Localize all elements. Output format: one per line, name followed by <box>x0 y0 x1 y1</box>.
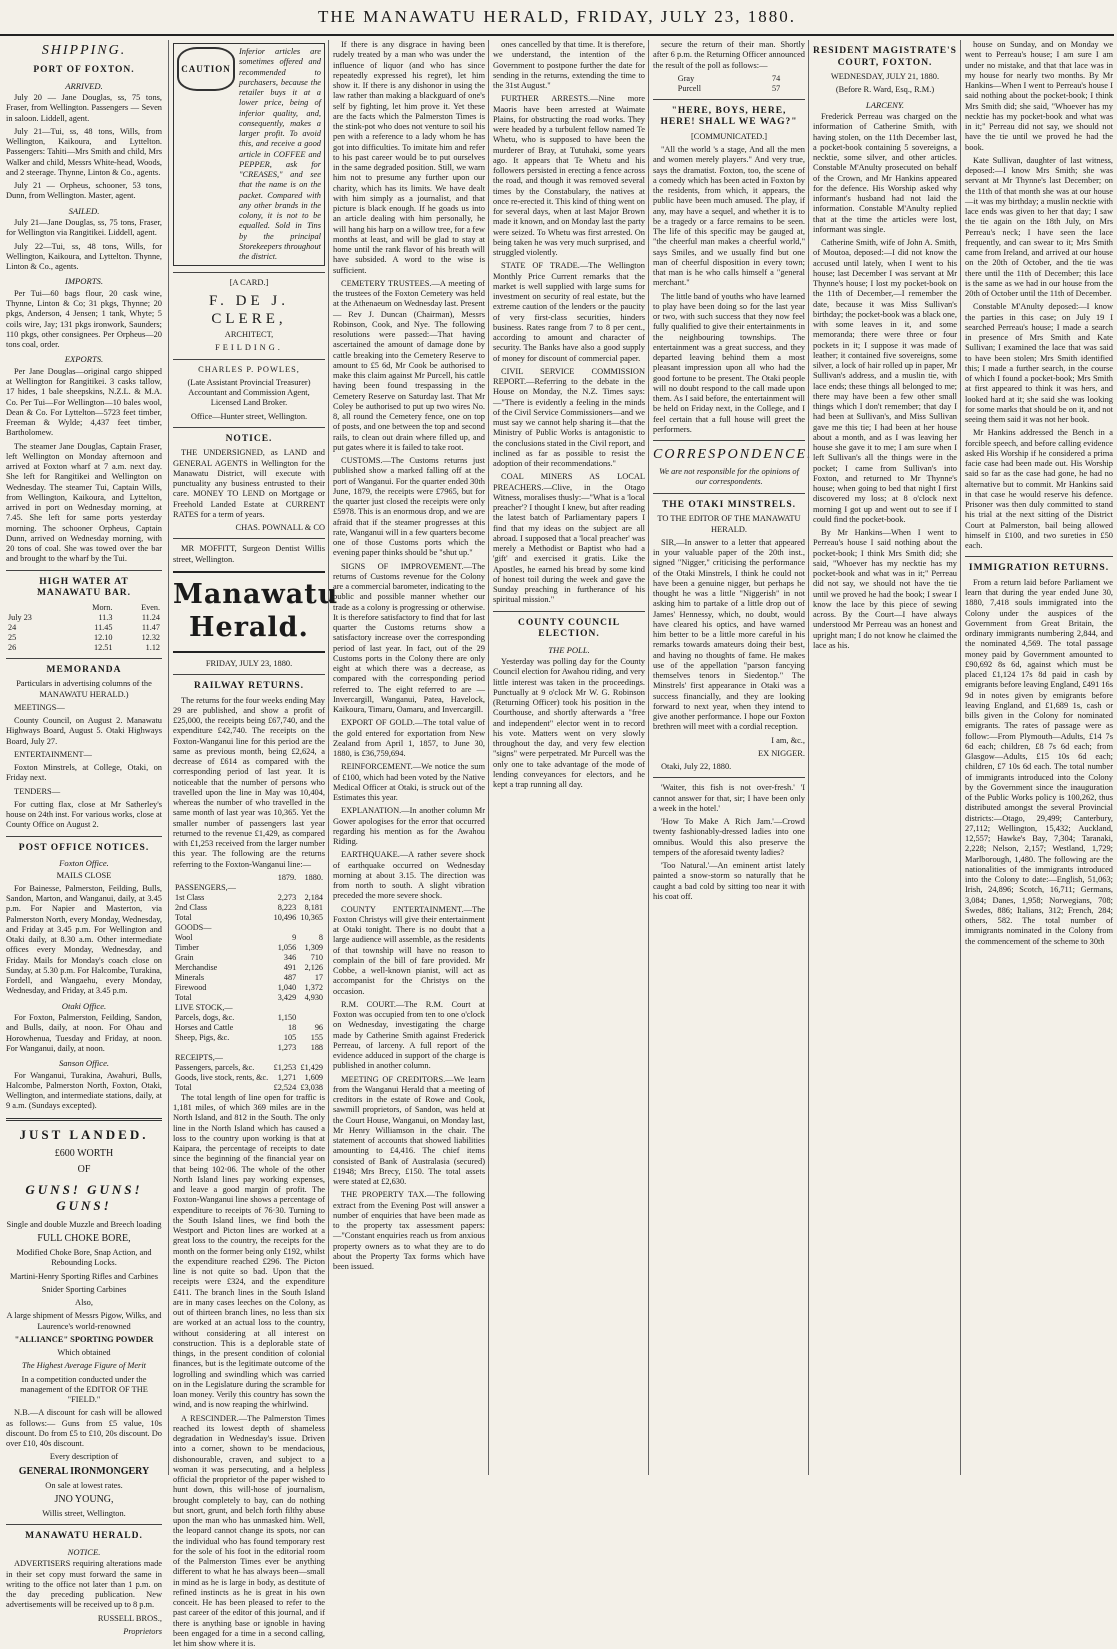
row-label: Merchandise <box>175 962 218 972</box>
coal-miners-paragraph: COAL MINERS AS LOCAL PREACHERS.—Clive, in the Otago Witness, moralises thusly:—"What is a 'local preacher'? I thought I knew, but after reading the latest batch of Parliamentary papers I find that my ideas on the subject are all abroad. I supposed that a 'local preacher' was merely a Methodist or Baptist who had a 'gift' and exercised it gratis. Like the Apostles, he earned his bread by some kind of honest toil during the week and gave the Sunday preaching in furtherance of his spiritual mission." <box>493 472 645 605</box>
ad-line: Which obtained <box>57 1348 111 1357</box>
day: 25 <box>8 632 17 642</box>
value: £1,253 <box>273 1062 297 1072</box>
poll-subheading: THE POLL. <box>548 644 590 655</box>
value: 1,309 <box>304 942 323 952</box>
minstrels-letter: SIR,—In answer to a letter that appeared in your valuable paper of the 20th inst., signed "Nigger," criticising the performance of the Otaki Minstrels, I think he could not have been a genuine nigger, but perhaps he thought he was a little "Niggerish" in not asking him to partake of a little drop out of James' Hennessy, which, no doubt, would have cleared his optics, and have warned him better to be a little more careful in his remarks towards amateurs doing their best, and having no thoughts of fame. He makes use of the appellation "parson fancying themselves tenors in Siedentop." The Minstrels' first appearance in Otaki was a success financially, and they are looking forward to next year, when they intend to give another performance. I hope our Foxton brethren will meet with a cordial reception. <box>653 537 805 732</box>
value: 105 <box>283 1032 297 1042</box>
table-row <box>6 623 162 633</box>
row-label: Total <box>175 992 192 1002</box>
column-7 <box>960 40 1117 1475</box>
masthead-title: THE MANAWATU HERALD, FRIDAY, JULY 23, 1880. <box>317 7 797 26</box>
row-label: Total <box>175 912 192 922</box>
shipping-heading: SHIPPING. <box>41 43 127 58</box>
table-row <box>173 933 325 943</box>
poem-heading: "HERE, BOYS, HERE, HERE! SHALL WE WAG?" <box>660 105 798 128</box>
divider <box>6 1118 162 1121</box>
table-row <box>173 963 325 973</box>
notice-text: ADVERTISERS requiring alterations made in their set copy must forward the same in writing to the office not later than 1 p.m. on the day preceding publication. New advertisements will be received up to 8 p.m. <box>6 1559 162 1610</box>
ad-line: OF <box>77 1163 91 1175</box>
column-2 <box>168 40 339 1649</box>
table-row <box>173 993 325 1003</box>
value: 491 <box>283 962 297 972</box>
ironmongery: GENERAL IRONMONGERY <box>18 1465 150 1477</box>
divider <box>173 538 325 539</box>
value: 1,040 <box>277 982 297 992</box>
row-label: Wool <box>175 932 193 942</box>
table-row <box>173 913 325 923</box>
row-label: 1st Class <box>175 892 205 902</box>
row-label <box>173 1043 271 1053</box>
even: 11.47 <box>141 622 160 632</box>
table-row <box>676 74 782 84</box>
table-row <box>173 1013 325 1023</box>
notice-label: NOTICE. <box>67 1546 101 1557</box>
court-paragraph: Kate Sullivan, daughter of last witness, deposed:—I know Mrs Smith; she was servant at Mr Thynne's last December; on the 11th of that month she was at our house—it was my birthday; a muslin necktie with lace ends was given to her that day; I saw the tie again on the 18th July, on Mrs Perreau's neck; I have seen the lace frequently, and can swear to it; Mrs Smith came from Ireland, and arrived at our house on the 20th of October, and the tie was there until the 11th of December; this lace is the same as we had in our house from the 20th of October until the 11th of December. <box>965 155 1113 298</box>
port-heading: PORT OF FOXTON. <box>33 65 135 76</box>
ad-line: Single and double Muzzle and Breech loading <box>6 1219 162 1229</box>
divider <box>653 440 805 441</box>
value: 8 <box>318 932 323 942</box>
poll-paragraph: Yesterday was polling day for the County Council election for Awahou riding, and very little interest was taken in the proceedings. Punctually at 9 o'clock Mr W. G. Robinson (Returning Officer) took his position in the Courthouse, and shortly afterwards a "free and independent" elector went in to record his vote. Matters went on very slowly throughout the day, and very few election "signs" were perpetrated. Mr Purcell was the only one to take advantage of the mode of lending conveyances for electors, and he kept a trap running all day. <box>493 657 645 790</box>
table-row <box>173 1073 325 1083</box>
morn: 11.45 <box>94 622 113 632</box>
explanation-paragraph: EXPLANATION.—In another column Mr Gower apologises for the error that occurred regarding his mention as for the Awahou Riding. <box>333 806 485 846</box>
arrival-entry: July 21—Tui, ss, 48 tons, Wills, from Wellington, Kaikoura, and Lyttelton. Passengers: Tahiti—Mrs Smith and child, Mrs Walker and child, Messrs White-head, Woods, and 2 steerage. Thynne, Linton & Co., agents. <box>6 126 162 177</box>
exports-label: EXPORTS. <box>64 354 104 365</box>
divider <box>6 836 162 837</box>
letter-signature: EX NIGGER. <box>758 748 805 758</box>
candidate: Purcell <box>677 83 701 93</box>
shipping-notes: The steamer Jane Douglas, Captain Fraser, left Wellington on Monday afternoon and arrived at Foxton wharf at 7 a.m. next day. She left for Rangitikei and Wellington on Wednesday. The steamer Tui, Captain Wills, from Wellington, Kaikoura, and Lyttelton, arrived in port on Wednesday morning, at 7.45. She left for same ports yesterday morning. The schooner Orpheus, Captain Dunn, arrived on Wednesday morning, with 20 tons of coal. She was towed over the bar and brought to the wharf by the Tui. <box>6 441 162 564</box>
otaki-office: Otaki Office. <box>61 1000 107 1011</box>
ad-line: Martini-Henry Sporting Rifles and Carbines <box>10 1271 158 1281</box>
notice-body: THE UNDERSIGNED, as LAND and GENERAL AGENTS in Wellington for the Manawatu District, will execute with punctuality any business entrusted to their care. MONEY TO LEND on Mortgage or Freehold Landed Estate at CURRENT RATES for a term of years. <box>173 448 325 519</box>
votes: 74 <box>772 73 781 83</box>
otaki-mails: For Foxton, Palmerston, Feilding, Sandon, and Bulls, daily, at noon. For Ohau and Horowhenua, Tuesday and Friday, at noon. For Wanganui, daily, at noon. <box>6 1013 162 1053</box>
powles-office: Office—Hunter street, Wellington. <box>190 411 308 421</box>
meetings-text: County Council, on August 2. Manawatu Highways Board, August 5. Otaki Highways Board, July 27. <box>6 716 162 746</box>
row-label: Sheep, Pigs, &c. <box>175 1032 230 1042</box>
row-label: Horses and Cattle <box>175 1022 234 1032</box>
value: 4,930 <box>304 992 323 1002</box>
row-label: Minerals <box>175 972 205 982</box>
exports-text: Per Jane Douglas—original cargo shipped at Wellington for Rangitikei. 3 casks tallow, 17 hides, 1 bale sheepskins, N.Z.L. & M.A. Co. Per Tui—For Wellington—10 bales wool, Dean & Co. For Lyttelton—5723 feet timber, Freeman & Wylde; 4,437 feet timber, Bartholomew. <box>6 366 162 438</box>
memoranda-intro: Particulars in advertising columns of the MANAWATU HERALD.) <box>16 679 152 699</box>
export-paragraph: EXPORT OF GOLD.—The total value of the gold entered for exportation from New Zealand from April 1, 1857, to June 30, 1880, is £36,759,694. <box>333 718 485 758</box>
earthquake-paragraph: EARTHQUAKE.—A rather severe shock of earthquake occurred on Wednesday morning at about 3.15. The direction was from north to south. A slight vibration preceded the more severe shock. <box>333 850 485 901</box>
notice-role: Proprietors <box>123 1626 162 1636</box>
post-office-heading: POST OFFICE NOTICES. <box>18 842 150 853</box>
cemetery-paragraph: CEMETERY TRUSTEES.—A meeting of the trustees of the Foxton Cemetery was held at the Athenaeum on Wednesday last. Present — Rev J. Duncan (Chairman), Messrs Robinson, Cook, and Nye. The following resolutions were passed:—That having ascertained the amount of damage done by cattle breaking into the Cemetery Reserve to amount to £5 6d, Mr Cook be authorised to make this claim against Mr Purcell, his cattle having been found trespassing in the Cemetery Reserve on Saturday last. That Mr Coley be authorised to put up two wires No. 8, all round the Cemetery fence, one on top of posts, and one between the top and second rails, to clean out drain where filled up, and put gates where it is failed to take root. <box>333 278 485 452</box>
divider <box>173 272 325 273</box>
group-label: PASSENGERS,— <box>175 882 236 892</box>
card-name: F. DE J. CLERE, <box>209 292 289 327</box>
value: 1,609 <box>304 1072 323 1082</box>
arrival-entry: July 20 — Jane Douglas, ss, 75 tons, Fraser, from Wellington. Passengers — Seven in saloon. Liddell, agent. <box>6 93 162 123</box>
morn: 12.51 <box>94 642 113 652</box>
railway-text: The total length of line open for traffic is 1,181 miles, of which 369 miles are in the North Island, and 812 in the South. The only line in the North Island which has caused a loss to the country upon working is that at Kaipara, the percentage of receipts to date since the beginning of the financial year on that being 102·06. The whole of the other North Island lines pay working expenses, and leave a good margin of profit. The Foxton-Wanganui line shows a percentage of expenditure to receipts of 76·30. Turning to the South Island lines, we find both the Westport and Picton lines are worked at a great loss to the country, the receipts for the month on the former being only £192, whilst the expenditure reached £296. The Picton line is not quite so bad. Upon that the receipts were £324, and the expenditure £411. The branch lines in the South Island are in many cases leeches on the Colony, as out of thirteen branch lines, no less than six are worked at an actual loss to the country, without considering at all interest on construction. This is a deplorable state of things, in the present condition of colonial finances, but is the legitimate outcome of the logrolling and swindling which was carried on in the Legislature during the scramble for loan money. Verily this country has sown the wind, and is now reaping the whirlwind. <box>173 1092 325 1410</box>
votes: 57 <box>772 83 781 93</box>
waiter-paragraph: 'Waiter, this fish is not over-fresh.' 'I cannot answer for that, sir; I have been only a week in the hotel.' <box>653 783 805 813</box>
sanson-mails: For Wanganui, Turakina, Awahuri, Bulls, Halcombe, Palmerston North, Foxton, Otaki, Wellington, and intermediate stations, daily, at 9 a.m. (Sundays excepted). <box>6 1070 162 1111</box>
col-1879: 1879. <box>277 872 297 882</box>
value: 8,223 <box>277 902 297 912</box>
discount-text: N.B.—A discount for cash will be allowed as follows:— Guns from £5 value, 10s discount. Do from £5 to £10, 20s discount. Do over £10, 40s discount. <box>6 1408 162 1448</box>
value: 1,056 <box>277 942 297 952</box>
high-water-table <box>6 603 162 653</box>
ad-line: Also, <box>75 1298 93 1307</box>
meetings-label: MEETINGS— <box>14 702 65 712</box>
divider <box>653 99 805 100</box>
ad-line: Modified Choke Bore, Snap Action, and Rebounding Locks. <box>16 1248 152 1268</box>
court-paragraph: Mr Hankins addressed the Bench in a forcible speech, and before calling evidence asked His Worship if he considered a prima facie case had been made out. His Worship said so far as the case had gone, he had no alternative but to commit. Mr Hankins said in that case he would reserve his defence. Prisoner was then duly committed to stand his trial at the next sitting of the District Court at Palmerston, bail being allowed himself in £100, and two sureties in £50 each. <box>965 428 1113 550</box>
value: 96 <box>314 1022 323 1032</box>
customs-paragraph: CUSTOMS.—The Customs returns just published show a marked falling off at the port of Wanganui. For the quarter ended 30th June, 1879, the receipts were £7965, but for the quarter just closed the receipts were only £5978. This is an enormous drop, and we are afraid that if the steamer progresses at this rate, Wanganui will in a few quarters become one of those Customs ports which the evening paper thinks should be "shut up." <box>333 456 485 558</box>
communicated-label: [COMMUNICATED.] <box>690 131 768 141</box>
table-row <box>173 1023 325 1033</box>
court-paragraph: house on Sunday, and on Monday we went to Perreau's house; I am sure I am under no mistake, and that that lace was in my house for nearly two months. By Mr Hankins—When I went to Perreau's house I said nothing about the pocket-book; I think Mrs Smith did; she said, "Whoever has my necktie has my pocket-book and what was in it;" Perreau did not say, we should not have the tie until we proved he had the book. <box>965 40 1113 152</box>
value: 3,429 <box>277 992 297 1002</box>
morn: 12.10 <box>94 632 113 642</box>
ad-line: £600 WORTH <box>54 1148 114 1160</box>
reinforcement-paragraph: REINFORCEMENT.—We notice the sum of £100, which had been voted by the Native Medical Officer at Otaki, is struck out of the Estimates this year. <box>333 762 485 802</box>
further-arrests-paragraph: FURTHER ARRESTS.—Nine more Maoris have been arrested at Waimate Plains, for obstructing the road works. They were headed by a turbulent fellow named Te Whetu, who is supposed to have been the murderer of Bray, at Tutuhaki, some years ago. It appears that Te Whetu and his followers persisted in erecting a fence across the road, and though it was removed several times by the Constabulary, the natives at once re-erected it. This kind of thing went on for several days, when at last Major Brown made it known, and on Monday last the party were seized. To Whetu was first arrested. On being taken he was very much surprised, and struggled violently. <box>493 94 645 257</box>
arrival-entry: July 21 — Orpheus, schooner, 53 tons, Dunn, from Wellington. Master, agent. <box>6 181 162 201</box>
railway-table <box>173 873 325 1093</box>
article-continued: If there is any disgrace in having been rudely treated by a man who was under the influence of liquor (and who has since repeatedly expressed his regret), let him show it. If there is any dishonor in using the law rather than making a blackguard of one's self by fighting, let him prove it. Yet these are the facts which the Palmerston Times is the stink-pot who does not venture to soil his pen with a reference to a lady whom he has got into difficulties. To imitate him and refer to his past career would be to put ourselves in the same degraded position. Still, we warn him not to presume any further upon our charity, which has its limits. We have dealt with him simply as a journalist, and that picture is black enough. If he goads us into an article dealing with him personally, he will hang his harp on a willow tree, for a few months at least, and will be glad to stay at home until the rank flavor of his breath will have subsided. A word to the wise is sufficient. <box>333 40 485 275</box>
table-row <box>173 1083 325 1093</box>
ad-line: The Highest Average Figure of Merit <box>22 1361 146 1371</box>
value: 17 <box>314 972 323 982</box>
masthead <box>0 0 1114 36</box>
election-heading: COUNTY COUNCIL ELECTION. <box>517 617 621 640</box>
imports-label: IMPORTS. <box>65 276 103 287</box>
card-label: [A CARD.] <box>229 278 269 288</box>
value: 8,181 <box>304 902 323 912</box>
caution-ad <box>173 43 325 266</box>
foxton-office: Foxton Office. <box>59 858 109 869</box>
herald-heading: MANAWATU HERALD. <box>25 1531 143 1542</box>
letter-signoff: I am, &c., <box>771 735 805 745</box>
guns-heading: GUNS! GUNS! GUNS! <box>25 1181 143 1213</box>
divider <box>653 777 805 778</box>
column-3 <box>328 40 489 1475</box>
ad-line: In a competition conducted under the management of the EDITOR OF THE "FIELD." <box>20 1374 148 1404</box>
correspondence-heading: CORRESPONDENCE. <box>653 447 813 463</box>
court-before: (Before R. Ward, Esq., R.M.) <box>835 85 935 95</box>
value: 346 <box>283 952 297 962</box>
col-morn: Morn. <box>92 602 113 612</box>
story-paragraph: The little band of youths who have learned to play have been doing so for the last year or two, with such success that they now feel fully qualified to give their entertainments in the neighbouring townships. The entertainment was a great success, and they departed leaving behind them a most pleasant impression upon all who had the good fortune to be present. The Otaki people will no doubt respond to the call made upon them. As I said before, the entertainment will be held on Friday next, in the College, and I feel certain that a full house will greet the performers. <box>653 291 805 434</box>
rm-court-paragraph: R.M. COURT.—The R.M. Court at Foxton was occupied from ten to one o'clock on Wednesday, investigating the charge made by Catherine Smith against Frederick Perreau, of larceny. A full report of the evidence adduced in support of the charge is published in another column. <box>333 999 485 1071</box>
row-label: Goods, live stock, rents, &c. <box>175 1072 269 1082</box>
court-paragraph: Frederick Perreau was charged on the information of Catherine Smith, with having stolen, on the 11th December last, a pocket-book containing 5 sovereigns, a necktie, some silver, and other articles. Constable M'Anulty prosecuted on behalf of the Crown, and Mr Hankins appeared for the defence. His Worship asked why informant's husband had not laid the information. Constable M'Anulty replied that at the time the articles were lost, informant was single. <box>813 112 957 234</box>
entertainment-text: Foxton Minstrels, at College, Otaki, on Friday next. <box>6 763 162 783</box>
divider <box>965 556 1113 557</box>
column-5 <box>648 40 813 1475</box>
sanson-office: Sanson Office. <box>58 1058 110 1069</box>
powles-desc: (Late Assistant Provincial Treasurer) Accountant and Commission Agent, Licensed Land Broker. <box>187 377 311 408</box>
col-1880: 1880. <box>304 872 323 882</box>
notice-signature: CHAS. POWNALL & CO <box>235 523 325 533</box>
poll-results <box>676 74 782 94</box>
signs-paragraph: SIGNS OF IMPROVEMENT.—The returns of Customs revenue for the Colony are a commercial barometer, indicating to the public and possible manner whether our trade as a colony is progressing or otherwise. It is therefore satisfactory to find that for last quarter the Customs returns show a satisfactory increase over the corresponding period of last year. In fact, out of the 29 Customs ports in the Colony there are only eight at which there was a decrease, as compared with the corresponding period referred to. The eight referred to are — Invercargill, Wanganui, Patea, Havelock, Kaikoura, Timaru, Oamaru, and Invercargill. <box>333 561 485 714</box>
card-role: ARCHITECT, <box>224 330 274 340</box>
table-row <box>173 983 325 993</box>
column-1 <box>6 40 166 1636</box>
value <box>298 1013 325 1023</box>
value: £2,524 <box>273 1082 297 1092</box>
court-heading: RESIDENT MAGISTRATE'S COURT, FOXTON. <box>813 46 957 68</box>
natural-paragraph: 'Too Natural.'—An eminent artist lately painted a snow-storm so naturally that he caught a bad cold by sitting too near it with his coat off. <box>653 861 805 901</box>
ad-line: Every description of <box>49 1452 119 1462</box>
group-label: RECEIPTS,— <box>175 1052 223 1062</box>
day: 24 <box>8 622 17 632</box>
row-label: Passengers, parcels, &c. <box>175 1062 255 1072</box>
memoranda-heading: MEMORANDA <box>46 664 122 675</box>
mails-close: MAILS CLOSE <box>56 870 112 880</box>
row-label: Grain <box>175 952 194 962</box>
article-continued: ones cancelled by that time. It is therefore, we understand, the intention of the Government to postpone further the date for sending in the returns, extending the time to the 31st August." <box>493 40 645 90</box>
divider <box>6 570 162 571</box>
table-row <box>173 903 325 913</box>
row-label: Total <box>175 1082 192 1092</box>
court-paragraph: Catherine Smith, wife of John A. Smith, of Moutoa, deposed:—I did not know the accused until lately, when I went to his house; last December I was servant at Mr Thynne's house; I lost my pocket-book on the 11th of December,—I remember the date, because it was Miss Sullivan's birthday; the pocket-book was a black one, with some leaves in it, and some memoranda; there were three or four pockets in it; I suppose it was made of leather; it contained five sovereigns, some silver, a lock of hair rolled up in paper, Mr Sullivan's address, and a muslin tie, with lace ends; these things all belonged to me; there may have been a few other small things which I don't remember; that day I had been at Sullivan's, and Miss Sullivan gave me this tie; I had been at her house about a month, and as I was leaving her house she gave it to me; I am sure when I left Sullivan's all the things were in the pocket; I came from Sullivan's into Foxton, and returned to Mr Thynne's house; when going to bed that night I first discovered my loss; at 8 o'clock next morning I got up and went out to see if I could find the pocket-book. <box>813 238 957 524</box>
immigration-paragraph: From a return laid before Parliament we learn that during the year ended June 30, 1880, 7,418 souls immigrated into the Colony under the auspices of the Government from Great Britain, the ordinary immigrants numbering 2,844, and the nominated 4,569. The total passage money paid by Government amounted to £90,692 8s 6d, against which must be placed £1,124 17s 8d paid in cash by emigrants before leaving England, £491 16s 9d in notes given by emigrants before leaving England, and £1,689 1s, cash or bills given in the Colony for nominated emigrants. The rates of passage were as follow:—From Plymouth—Adults, £14 7s 6d each; children, £8 7s 6d each; from Glasgow—Adults, £15 10s 6d each; children, £7 10s 6d each. The total number of immigrants introduced into the Colony by the Government since the inauguration of the Public Works policy is 100,262, thus distributed amongst the several Provincial districts:—Otago, 29,499; Canterbury, 27,112; Wellington, 15,432; Auckland, 12,557; Hawke's Bay, 7,304; Taranaki, 2,228; Nelson, 2,157; Westland, 1,729; Marlborough, 1,480. The following are the nationalities of the immigrants introduced into the Colony to date:—English, 51,063; Irish, 24,896; Scotch, 16,711; Germans, 3,084; Danes, 1,958; Norwegians, 708; Swedes, 886; Italians, 312; French, 284; others, 582. The total number of immigrants nominated in the Colony from the commencement of the scheme to 30th <box>965 577 1113 946</box>
sailed-entry: July 21—Jane Douglas, ss, 75 tons, Fraser, for Wellington via Rangitikei. Liddell, agent. <box>6 218 162 238</box>
notice-signature: RUSSELL BROS., <box>97 1613 162 1623</box>
row-label: Parcels, dogs, &c. <box>175 1012 235 1022</box>
meeting-paragraph: MEETING OF CREDITORS.—We learn from the Wanganui Herald that a meeting of creditors in the estate of Rowe and Cook, sawmill proprietors, of Sandon, was held at the Court House, Wanganui, on Monday last, Mr Henry Williamson in the chair. The statement of accounts that showed liabilities amounting to £4,416. The chief items consisted of Bank of Australasia (secured) £1948; Mrs Brecy, £150. The total assets were stated at £2,630. <box>333 1074 485 1186</box>
ad-line: Snider Sporting Carbines <box>41 1284 127 1294</box>
value: £3,038 <box>300 1082 323 1092</box>
poem-paragraph: "All the world 's a stage, And all the men and women merely players." And very true, says the dramatist. Foxton, too, the scene of a comedy which has been acted in Foxton by the residents, from which, it appears, the public have been much amused. The play, if any, may have a sequel, and whether it is to be a tragedy or a farce remains to be seen. The life of this specific may be gauged at, "the cheerful man makes a cheerful world," says Smiles, and we usually find but one man of cheerful disposition in every town; that man is he who calls himself a "general merchant." <box>653 145 805 288</box>
even: 11.24 <box>141 612 160 622</box>
entertainment-label: ENTERTAINMENT— <box>14 749 92 759</box>
ad-name: JNO YOUNG, <box>54 1493 114 1505</box>
moffitt-ad: MR MOFFITT, Surgeon Dentist Willis street, Wellington. <box>173 544 325 564</box>
card-place: FEILDING. <box>215 343 283 353</box>
value: 188 <box>310 1042 323 1052</box>
value: 1,150 <box>277 1012 297 1022</box>
court-date: WEDNESDAY, JULY 21, 1880. <box>830 72 940 82</box>
table-row <box>173 973 325 983</box>
column-4 <box>488 40 649 1475</box>
notice-heading: NOTICE. <box>225 433 273 444</box>
caution-mark-label: CAUTION <box>181 63 231 74</box>
even: 1.12 <box>145 642 160 652</box>
divider <box>6 658 162 659</box>
court-paragraph: By Mr Hankins—When I went to Perreau's house I said nothing about the pocket-book; I think Mrs Smith did; she said, "Whoever has my necktie has my pocket-book and what was in it;" Perreau did not say, we should not have the tie until we proved he had the book; I swear I know the lace by this piece of sewing across. By the Court—I have always understood Mr Perreau was an honest and upright man; I do not know he claimed the lace as his. <box>813 528 957 650</box>
arrived-label: ARRIVED. <box>65 80 103 91</box>
state-of-trade-paragraph: STATE OF TRADE.—The Wellington Monthly Price Current remarks that the market is well supplied with large sums for investment on security of real estate, but the extreme caution of the lenders or the paucity of very first-class securities, hinders business. Rates range from 7 to 8 per cent., according to amount and character of security. The Banks have also a good supply of money for discount of commercial paper. <box>493 261 645 363</box>
civil-service-paragraph: CIVIL SERVICE COMMISSION REPORT.—Referring to the debate in the House on Monday, the N.Z. Times says:—"There is evidently a feeling in the minds of the Civil Service Commissioners—and we must say we cannot help sharing it—that the Ministry of Public Works is antagonistic to the conclusions stated in the Civil report, and inclined as far as possible to resist the adoption of their recommendations." <box>493 366 645 468</box>
ad-line: A large shipment of Messrs Pigow, Wilks, and Laurence's world-renowned <box>6 1311 162 1331</box>
article-continued: secure the return of their man. Shortly after 6 p.m. the Returning Officer announced the result of the poll as follows:— <box>653 40 805 70</box>
value: 710 <box>310 952 323 962</box>
row-label: 2nd Class <box>175 902 208 912</box>
minstrels-heading: THE OTAKI MINSTRELS. <box>661 499 797 510</box>
divider <box>173 359 325 360</box>
value: 9 <box>292 932 297 942</box>
value: 2,273 <box>277 892 297 902</box>
value: 2,126 <box>304 962 323 972</box>
col-even: Even. <box>141 602 160 612</box>
immigration-heading: IMMIGRATION RETURNS. <box>968 563 1110 574</box>
value: 1,273 <box>277 1042 297 1052</box>
jam-paragraph: 'How To Make A Rich Jam.'—Crowd twenty fashionably-dressed ladies into one omnibus. Would this also preserve the tempers of the aforesaid twenty ladies? <box>653 817 805 857</box>
table-row <box>6 643 162 653</box>
rescinder-text: A RESCINDER.—The Palmerston Times reached its lowest depth of shameless degradation in Wednesday's issue. Driven into a corner, shown to be mendacious, dishonourable, craven, and subject to a woman it was persecuting, and a helpless official the proprietor of the paper wished to hunt down, this will-hose of journalism, brought completely to bay, can do nothing but snort, grunt, and belch forth filthy abuse upon the man who has unmasked him. Well, the leopard cannot change its spots, nor can the individual who has found temporary rest for the sole of his foot in the editorial room of the Palmerston Times ever be anything different to what he has always been—small in mind as he is large in body, as destitute of refined instincts as he is great in his own conceit. He has been pleased to refer to the past career of the editor of this journal, and if there is anything base or ignoble in having been engaged for a time in a second calling, let him show where it is. <box>173 1413 325 1649</box>
value: 155 <box>310 1032 323 1042</box>
tenders-text: For cutting flax, close at Mr Satherley's house on 24th inst. For various works, close at County Office on August 2. <box>6 799 162 830</box>
table-row <box>173 893 325 903</box>
group-label: LIVE STOCK,— <box>175 1002 233 1012</box>
candidate: Gray <box>677 73 695 83</box>
day: July 23 <box>8 612 32 622</box>
caution-text: Inferior articles are sometimes offered and recommended to purchasers, because the retailer buys it at a lower price, being of inferior quality, and, consequently, makes a larger profit. To avoid this, and receive a good article in COFFEE and PEPPER, ask for "CREASES," and see that the name is on the packet. Compared with any other brands in the colony, it is not to be equalled. Sold in Tins by the principal Storekeepers throughout the district. <box>239 47 321 261</box>
caution-seal-icon <box>177 47 235 91</box>
divider <box>493 611 645 612</box>
railway-intro: The returns for the four weeks ending May 29 are published, and show a profit of £25,000, the receipts being £67,740, and the expenditure £42,740. The receipts on the Foxton-Wanganui line for this period are the same as previous month, being £2,624, a decrease of £614 as compared with the corresponding period of last year. It is noticeable that the number of persons who travelled upon the line in May was 10,404, whereas the number of who travelled in the same month of last year was 10,365. Yet the smaller number of passengers last year returned to the revenue £1,429, as compared with £1,253 received from the larger number this year. The following are the returns referring to the Foxton-Wanganui line:— <box>173 695 325 869</box>
table-row <box>173 943 325 953</box>
even: 12.32 <box>141 632 160 642</box>
table-row <box>6 633 162 643</box>
table-row <box>173 1033 325 1043</box>
ad-street: Willis street, Wellington. <box>42 1509 126 1519</box>
table-row <box>676 84 782 94</box>
ad-line: On sale at lowest rates. <box>45 1480 123 1490</box>
letter-date: Otaki, July 22, 1880. <box>661 762 732 772</box>
minstrels-to: TO THE EDITOR OF THE MANAWATU HERALD. <box>657 514 801 534</box>
table-row <box>173 1063 325 1073</box>
larceny-label: LARCENY. <box>865 99 905 110</box>
tax-paragraph: THE PROPERTY TAX.—The following extract from the Evening Post will answer a number of enquiries that have been made as to the property tax assessment papers:—"Constant enquiries reach us from anxious property owners as to what they are to do about the Property Tax forms which have been issued. <box>333 1190 485 1271</box>
value: 10,365 <box>300 912 323 922</box>
divider <box>173 427 325 428</box>
table-row <box>173 953 325 963</box>
value: 2,184 <box>304 892 323 902</box>
ad-line: FULL CHOKE BORE, <box>37 1232 131 1244</box>
foxton-mails: For Bainesse, Palmerston, Feilding, Bulls, Sandon, Marton, and Wanganui, daily, at 3.45 p.m. For Napier and Masterton, via Palmerston North, every Monday, Wednesday, and Friday at 3.45 p.m. For Wellington and Otaki daily, at 8.30 a.m. Other intermediate offices every Monday, Wednesday, and Friday. Mails for Monday's coach close on Sunday, at 5.30 p.m. For Halcombe, Turakina, Fordell, and Wangaehu, every Monday, Wednesday, and Friday, at 3.45 p.m. <box>6 883 162 996</box>
value: 487 <box>283 972 297 982</box>
paper-date: FRIDAY, JULY 23, 1880. <box>205 658 293 668</box>
high-water-heading: HIGH WATER AT MANAWATU BAR. <box>36 576 132 599</box>
divider <box>6 1524 162 1525</box>
value: 10,496 <box>273 912 297 922</box>
powles-name: CHARLES P. POWLES, <box>198 364 300 374</box>
just-landed-heading: JUST LANDED. <box>19 1126 149 1142</box>
row-label: Timber <box>175 942 199 952</box>
day: 26 <box>8 642 17 652</box>
sailed-entry: July 22—Tui, ss, 48 tons, Wills, for Wellington, Kaikoura, and Lyttelton. Thynne, Linton & Co., agents. <box>6 241 162 272</box>
value: 18 <box>287 1022 297 1032</box>
ad-line: "ALLIANCE" SPORTING POWDER <box>14 1334 154 1344</box>
divider <box>653 493 805 494</box>
group-label: GOODS— <box>175 922 212 932</box>
railway-heading: RAILWAY RETURNS. <box>194 681 304 692</box>
column-6 <box>808 40 961 1475</box>
correspondence-note: We are not responsible for the opinions of our correspondents. <box>659 467 799 487</box>
court-paragraph: Constable M'Anulty deposed:—I know the parties in this case; on July 19 I searched Perreau's house; I made a search in presence of Mrs Smith and Kate Sullivan; I examined the lace that was said to have been stolen; Mrs Smith identified this; I made a further search, in the course of which I found a pocket-book; Mrs Smith at first appeared to think it was hers, and looked hard at it; she said she was looking for some marks that should be on it, and not seeing them said it was not her book. <box>965 302 1113 424</box>
row-label: Firewood <box>175 982 207 992</box>
county-paragraph: COUNTY ENTERTAINMENT.—The Foxton Christys will give their entertainment at Otaki tonight. There is no doubt that a large audience will assemble, as the residents of that township will have no reason to complain of the bill of fare provided. Mr Cobbe, a well-known pianist, will act as accompanist for the Christys on the occasion. <box>333 904 485 996</box>
imports-text: Per Tui—60 bags flour, 20 cask wine, Thynne, Linton & Co; 31 pkgs, Thynne; 20 pkgs, Anderson, 4 Jensen; 1 tank, Whyte; 5 coils wire, Jay; 131 pkgs ironwork, Saunders; 110 pkgs, other consignees. Per Orpheus—20 tons coal, order. <box>6 288 162 350</box>
value: 1,372 <box>304 982 323 992</box>
value: £1,429 <box>300 1062 323 1072</box>
paper-title-block <box>173 571 339 653</box>
tenders-label: TENDERS— <box>14 786 61 796</box>
morn: 11.3 <box>98 612 113 622</box>
table-row <box>6 613 162 623</box>
table-row <box>173 1043 325 1053</box>
value: 1,271 <box>277 1072 297 1082</box>
paper-title: Manawatu Herald. <box>173 578 339 643</box>
divider <box>173 674 325 675</box>
sailed-label: SAILED. <box>68 205 100 216</box>
